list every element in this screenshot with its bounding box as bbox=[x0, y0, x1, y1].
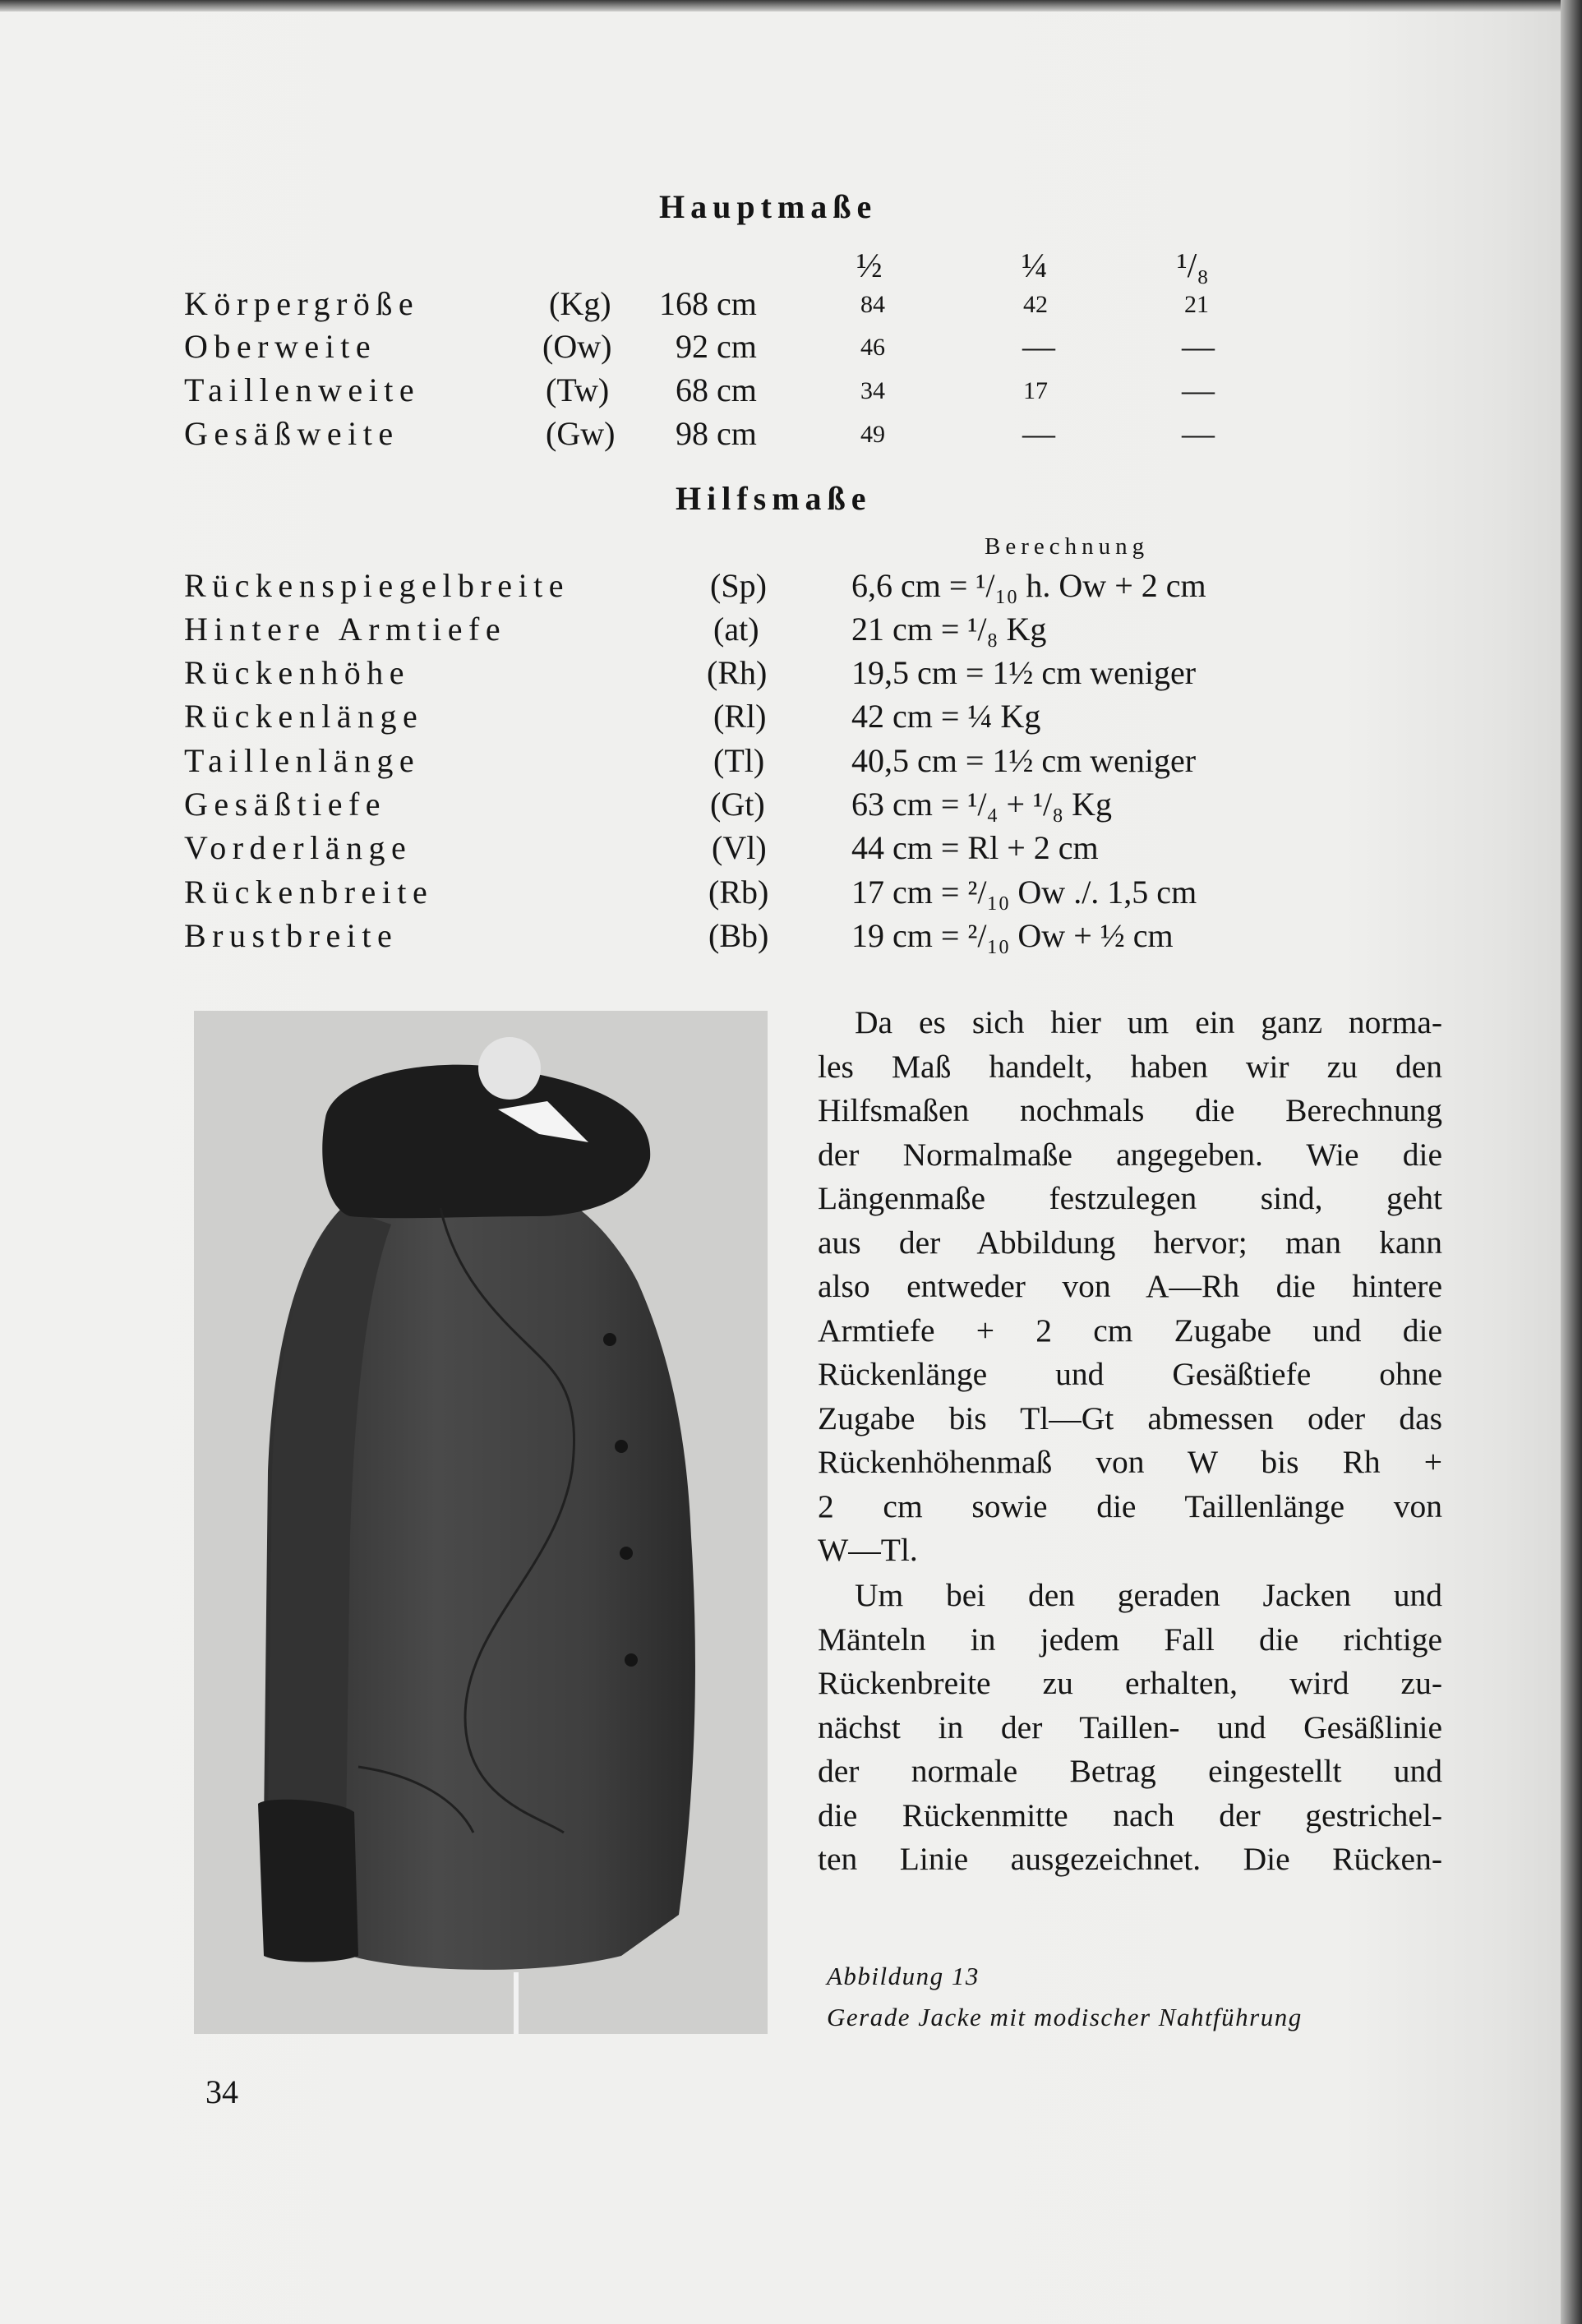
aux-measure-name: Taillenlänge bbox=[184, 742, 421, 779]
aux-measure-name: Vorderlänge bbox=[184, 829, 413, 866]
text-line: Mänteln in jedem Fall die richtige bbox=[818, 1621, 1442, 1658]
aux-table-row bbox=[0, 785, 1582, 829]
aux-measure-abbr: (at) bbox=[713, 611, 759, 648]
aux-measure-abbr: (Gt) bbox=[710, 786, 765, 823]
aux-measure-calc: 19 cm = ²/₁₀ Ow + ½ cm bbox=[851, 917, 1174, 954]
measure-quarter: 17 bbox=[1023, 377, 1048, 404]
text-line: Zugabe bis Tl—Gt abmessen oder das bbox=[818, 1399, 1442, 1436]
aux-table-row bbox=[0, 610, 1582, 654]
measure-name: Gesäßweite bbox=[184, 415, 399, 452]
page-top-edge-shadow bbox=[0, 0, 1582, 12]
aux-measure-name: Rückenlänge bbox=[184, 698, 424, 735]
aux-table-row bbox=[0, 566, 1582, 611]
aux-measure-abbr: (Rl) bbox=[713, 698, 767, 735]
measure-eighth: — bbox=[1182, 415, 1215, 452]
text-line: der normale Betrag eingestellt und bbox=[818, 1753, 1442, 1789]
aux-measure-name: Hintere Armtiefe bbox=[184, 611, 507, 648]
aux-measure-abbr: (Rh) bbox=[707, 654, 768, 691]
text-line: Rückenhöhenmaß von W bis Rh + bbox=[818, 1444, 1442, 1480]
measure-half: 34 bbox=[860, 377, 885, 404]
measure-eighth: — bbox=[1182, 371, 1215, 408]
aux-measure-calc: 6,6 cm = ¹/₁₀ h. Ow + 2 cm bbox=[851, 567, 1206, 604]
page-number: 34 bbox=[205, 2073, 238, 2110]
aux-measure-abbr: (Rb) bbox=[708, 874, 769, 911]
aux-measure-calc: 21 cm = ¹/₈ Kg bbox=[851, 611, 1047, 648]
measure-quarter: — bbox=[1022, 415, 1055, 452]
figure-caption-label: Abbildung 13 bbox=[827, 1962, 980, 1990]
aux-measure-calc: 63 cm = ¹/₄ + ¹/₈ Kg bbox=[851, 786, 1112, 823]
text-line: W—Tl. bbox=[818, 1532, 918, 1568]
aux-table-row bbox=[0, 873, 1582, 917]
text-line: der Normalmaße angegeben. Wie die bbox=[818, 1136, 1442, 1173]
measure-name: Körpergröße bbox=[184, 285, 420, 322]
jacket-illustration bbox=[194, 1011, 768, 2034]
main-table-row bbox=[0, 371, 1582, 415]
fraction-header-eighth: ¹/₈ bbox=[1177, 247, 1209, 285]
calc-column-header: Berechnung bbox=[985, 533, 1150, 560]
measure-abbr: (Ow) bbox=[542, 328, 612, 365]
text-line: also entweder von A—Rh die hintere bbox=[818, 1268, 1442, 1304]
body-text-paragraph-2 bbox=[818, 1574, 1442, 1882]
text-line: Um bei den geraden Jacken und bbox=[855, 1577, 1442, 1613]
aux-measure-name: Rückenhöhe bbox=[184, 654, 410, 691]
aux-table-row bbox=[0, 916, 1582, 961]
measure-value: 168 cm bbox=[659, 285, 757, 322]
fraction-header-half: ½ bbox=[856, 247, 883, 285]
measure-abbr: (Tw) bbox=[546, 371, 610, 408]
measure-abbr: (Gw) bbox=[546, 415, 616, 452]
measure-name: Oberweite bbox=[184, 328, 377, 365]
text-line: Rückenbreite zu erhalten, wird zu- bbox=[818, 1665, 1442, 1701]
aux-measure-name: Rückenspiegelbreite bbox=[184, 567, 570, 604]
measure-half: 49 bbox=[860, 421, 885, 448]
aux-table-row bbox=[0, 653, 1582, 698]
measure-value: 92 cm bbox=[676, 328, 757, 365]
text-line: Längenmaße festzulegen sind, geht bbox=[818, 1180, 1442, 1216]
measure-value: 98 cm bbox=[676, 415, 757, 452]
measure-eighth: — bbox=[1182, 328, 1215, 365]
aux-table-row bbox=[0, 697, 1582, 741]
body-text-paragraph-1 bbox=[818, 1001, 1442, 1573]
fraction-header-quarter: ¼ bbox=[1022, 247, 1048, 285]
text-line: Armtiefe + 2 cm Zugabe und die bbox=[818, 1312, 1442, 1349]
aux-measure-name: Rückenbreite bbox=[184, 874, 434, 911]
text-line: ten Linie ausgezeichnet. Die Rücken- bbox=[818, 1841, 1442, 1877]
aux-measure-calc: 17 cm = ²/₁₀ Ow ./. 1,5 cm bbox=[851, 874, 1197, 911]
aux-measure-abbr: (Vl) bbox=[712, 829, 767, 866]
jacket-photo bbox=[194, 1011, 768, 2034]
aux-measure-abbr: (Tl) bbox=[713, 742, 765, 779]
text-line: nächst in der Taillen- und Gesäßlinie bbox=[818, 1708, 1442, 1745]
aux-measure-abbr: (Sp) bbox=[710, 567, 767, 604]
aux-measure-calc: 40,5 cm = 1½ cm weniger bbox=[851, 742, 1197, 779]
aux-measure-calc: 19,5 cm = 1½ cm weniger bbox=[851, 654, 1197, 691]
text-line: les Maß handelt, haben wir zu den bbox=[818, 1048, 1442, 1085]
main-table-title: Hauptmaße bbox=[659, 188, 878, 225]
measure-half: 46 bbox=[860, 334, 885, 361]
text-line: Rückenlänge und Gesäßtiefe ohne bbox=[818, 1356, 1442, 1392]
text-line: aus der Abbildung hervor; man kann bbox=[818, 1224, 1442, 1261]
text-line: Hilfsmaßen nochmals die Berechnung bbox=[818, 1092, 1442, 1128]
aux-measure-calc: 44 cm = Rl + 2 cm bbox=[851, 829, 1099, 866]
main-table-row bbox=[0, 284, 1582, 329]
text-line: 2 cm sowie die Taillenlänge von bbox=[818, 1487, 1442, 1524]
measure-value: 68 cm bbox=[676, 371, 757, 408]
main-table-row bbox=[0, 414, 1582, 459]
aux-table-row bbox=[0, 741, 1582, 786]
aux-measure-name: Gesäßtiefe bbox=[184, 786, 387, 823]
text-line: die Rückenmitte nach der gestrichel- bbox=[818, 1796, 1442, 1833]
aux-measure-calc: 42 cm = ¼ Kg bbox=[851, 698, 1041, 735]
aux-measure-abbr: (Bb) bbox=[708, 917, 769, 954]
text-line: Da es sich hier um ein ganz norma- bbox=[855, 1004, 1442, 1040]
aux-table-title: Hilfsmaße bbox=[676, 480, 872, 517]
measure-name: Taillenweite bbox=[184, 371, 421, 408]
figure-caption-text: Gerade Jacke mit modischer Nahtführung bbox=[827, 2003, 1303, 2031]
main-table-row bbox=[0, 327, 1582, 371]
measure-eighth: 21 bbox=[1184, 291, 1209, 318]
measure-quarter: — bbox=[1022, 328, 1055, 365]
measure-quarter: 42 bbox=[1023, 291, 1048, 318]
aux-measure-name: Brustbreite bbox=[184, 917, 399, 954]
aux-table-row bbox=[0, 828, 1582, 873]
measure-abbr: (Kg) bbox=[549, 285, 611, 322]
measure-half: 84 bbox=[860, 291, 885, 318]
